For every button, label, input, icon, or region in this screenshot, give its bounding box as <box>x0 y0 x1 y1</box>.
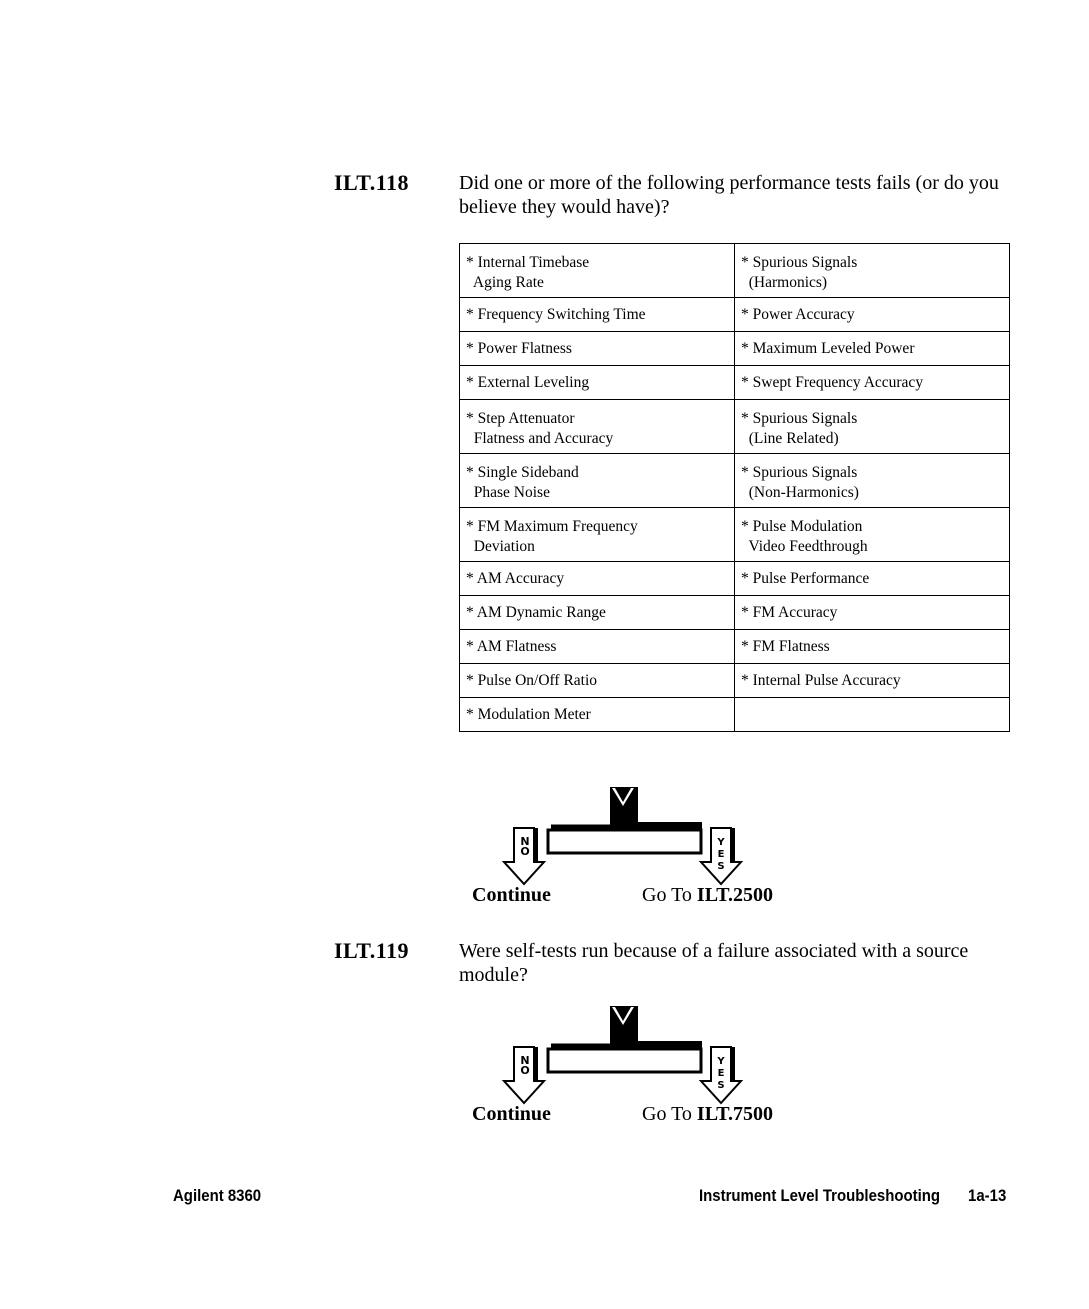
no-letter-0: N <box>520 1054 530 1067</box>
goto-label-119[interactable] <box>642 1103 773 1126</box>
test-cell-right: * Spurious Signals (Non-Harmonics) <box>735 454 1010 508</box>
decision-flow-118 <box>496 782 756 890</box>
performance-tests-table <box>459 243 1010 732</box>
step-label-119: ILT.119 <box>334 938 410 963</box>
yes-letter-1: E <box>717 849 725 860</box>
footer-section: Instrument Level Troubleshooting <box>699 1186 941 1205</box>
goto-prefix: Go To <box>642 1103 692 1125</box>
no-letter-1: O <box>520 845 530 858</box>
test-row <box>460 698 1010 732</box>
footer-page-number: 1a-13 <box>968 1186 1007 1205</box>
test-cell-left: * Internal Timebase Aging Rate <box>460 244 735 298</box>
step-label-118: ILT.118 <box>334 170 410 195</box>
test-cell-left: * Pulse On/Off Ratio <box>460 664 735 698</box>
test-cell-right: * Spurious Signals (Line Related) <box>735 400 1010 454</box>
yes-arrow[interactable] <box>701 828 741 884</box>
test-cell-left: * Step Attenuator Flatness and Accuracy <box>460 400 735 454</box>
yes-letter-0: Y <box>717 837 725 848</box>
test-cell-right: * Internal Pulse Accuracy <box>735 664 1010 698</box>
yes-arrow[interactable] <box>701 1047 741 1103</box>
no-letter-0: N <box>520 835 530 848</box>
test-cell-left: * Modulation Meter <box>460 698 735 732</box>
test-cell-right <box>735 698 1010 732</box>
footer-product: Agilent 8360 <box>173 1186 262 1205</box>
test-cell-right: * Spurious Signals (Harmonics) <box>735 244 1010 298</box>
test-cell-right: * Swept Frequency Accuracy <box>735 366 1010 400</box>
test-row <box>460 596 1010 630</box>
yes-letter-2: S <box>717 1080 725 1091</box>
test-row <box>460 298 1010 332</box>
test-cell-right: * Pulse Performance <box>735 562 1010 596</box>
decision-branch-graphic <box>548 1006 702 1072</box>
no-letter-1: O <box>520 1064 530 1077</box>
no-arrow[interactable] <box>504 828 544 884</box>
decision-branch-graphic <box>548 787 702 853</box>
test-row <box>460 244 1010 298</box>
test-row <box>460 562 1010 596</box>
yes-letter-0: Y <box>717 1056 725 1067</box>
yes-letter-1: E <box>717 1068 725 1079</box>
test-cell-left: * AM Accuracy <box>460 562 735 596</box>
continue-label-118[interactable]: Continue <box>472 884 551 906</box>
test-cell-left: * Single Sideband Phase Noise <box>460 454 735 508</box>
goto-target-link[interactable]: ILT.7500 <box>696 1103 774 1125</box>
test-cell-left: * Power Flatness <box>460 332 735 366</box>
test-cell-right: * Power Accuracy <box>735 298 1010 332</box>
test-cell-right: * Maximum Leveled Power <box>735 332 1010 366</box>
test-cell-left: * Frequency Switching Time <box>460 298 735 332</box>
test-cell-left: * AM Flatness <box>460 630 735 664</box>
test-cell-left: * External Leveling <box>460 366 735 400</box>
goto-target-link[interactable]: ILT.2500 <box>696 884 774 906</box>
test-row <box>460 630 1010 664</box>
test-cell-left: * AM Dynamic Range <box>460 596 735 630</box>
test-row <box>460 332 1010 366</box>
test-row <box>460 400 1010 454</box>
yes-letter-2: S <box>717 861 725 872</box>
goto-prefix: Go To <box>642 884 692 906</box>
test-row <box>460 366 1010 400</box>
question-118: Did one or more of the following performance tests fails (or do you believe they would have)? <box>459 172 999 218</box>
decision-flow-119 <box>496 1001 756 1109</box>
test-row <box>460 454 1010 508</box>
continue-label-119[interactable]: Continue <box>472 1103 551 1125</box>
test-cell-left: * FM Maximum Frequency Deviation <box>460 508 735 562</box>
test-cell-right: * FM Accuracy <box>735 596 1010 630</box>
test-row <box>460 508 1010 562</box>
test-cell-right: * FM Flatness <box>735 630 1010 664</box>
goto-label-118[interactable] <box>642 884 773 907</box>
test-row <box>460 664 1010 698</box>
question-119: Were self-tests run because of a failure associated with a source module? <box>459 940 969 986</box>
test-cell-right: * Pulse Modulation Video Feedthrough <box>735 508 1010 562</box>
no-arrow[interactable] <box>504 1047 544 1103</box>
